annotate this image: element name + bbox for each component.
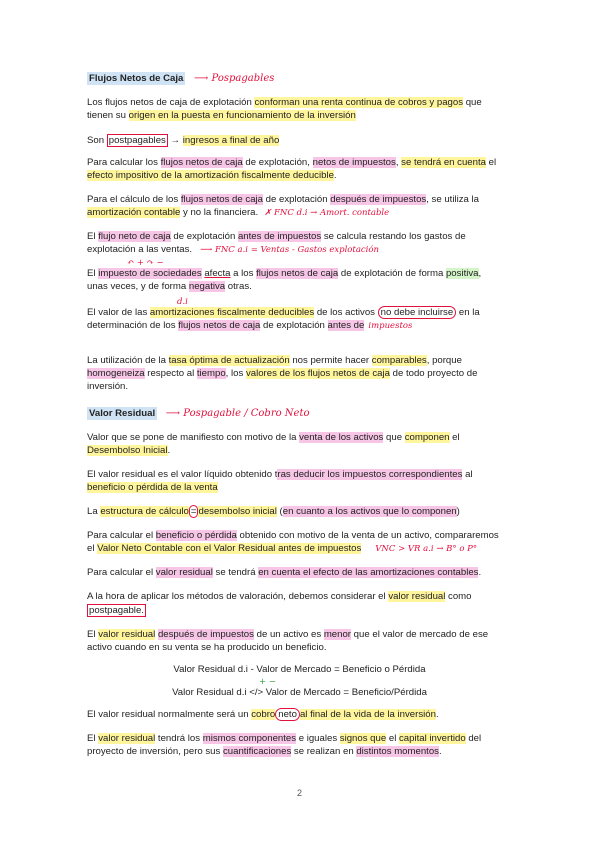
- highlight: ingresos a final de año: [182, 135, 280, 146]
- handwritten-note: VNC > VR a.i → B° o P°: [375, 544, 478, 554]
- paragraph-line: El valor residual después de impuestos de un activo es menor que el valor de mercado de ese: [87, 629, 489, 640]
- paragraph-line: Desembolso Inicial.: [87, 445, 171, 456]
- paragraph-line: El flujo neto de caja de explotación antes de impuestos se calcula restando los gastos de: [87, 231, 466, 242]
- paragraph-line: explotación a las ventas. ⟶ FNC a.i = Ventas - Gastos explotación: [87, 244, 379, 255]
- highlight: origen en la puesta en funcionamiento de la inversión: [128, 110, 356, 121]
- circled-term: neto: [275, 708, 300, 721]
- handwritten-marks: + −: [259, 677, 276, 687]
- paragraph-line: determinación de los flujos netos de caja de explotación antes de impuestos: [87, 320, 413, 331]
- handwritten-marks: ↶ + ↷ −: [127, 258, 164, 268]
- section-heading-flujos: [87, 72, 513, 85]
- paragraph-line: El impuesto de sociedades afecta a los flujos netos de caja de explotación de forma positiva,: [87, 268, 482, 279]
- paragraph-line: beneficio o pérdida de la venta: [87, 482, 218, 493]
- paragraph-line: La estructura de cálculo = desembolso inicial (en cuanto a los activos que lo componen): [87, 506, 460, 517]
- paragraph-line: Los flujos netos de caja de explotación conforman una renta continua de cobros y pagos que: [87, 97, 482, 108]
- paragraph-line: El valor residual tendrá los mismos componentes e iguales signos que el capital invertido del: [87, 733, 482, 744]
- section-heading-valor-residual: [87, 407, 513, 420]
- formula-2: Valor Residual d.i </> Valor de Mercado = Beneficio/Pérdida: [172, 687, 427, 698]
- paragraph-line: El valor residual es el valor líquido obtenido tras deducir los impuestos correspondientes al: [87, 469, 473, 480]
- handwritten-marks: d.i: [177, 297, 188, 307]
- paragraph-line: Para calcular los flujos netos de caja de explotación, netos de impuestos, se tendrá en cuenta el: [87, 157, 497, 168]
- page-number: 2: [296, 788, 302, 798]
- paragraph-line: Para el cálculo de los flujos netos de caja de explotación después de impuestos, se utiliza la: [87, 194, 479, 205]
- paragraph-line: Para calcular el valor residual se tendrá en cuenta el efecto de las amortizaciones contables.: [87, 567, 482, 578]
- paragraph-line: A la hora de aplicar los métodos de valoración, debemos considerar el valor residual como: [87, 591, 472, 602]
- paragraph-line: amortización contable y no la financiera. ✗ FNC d.i → Amort. contable: [87, 207, 390, 218]
- paragraph-line: Para calcular el beneficio o pérdida obtenido con motivo de la venta de un activo, compararemos: [87, 530, 499, 541]
- handwritten-note: impuestos: [368, 321, 413, 331]
- section-title: Flujos Netos de Caja: [89, 73, 184, 84]
- highlight: conforman una renta continua de cobros y pagos: [254, 97, 464, 108]
- circled-term: no debe incluirse: [378, 306, 457, 319]
- handwritten-note: ⟶ FNC a.i = Ventas - Gastos explotación: [200, 245, 379, 255]
- paragraph-line: La utilización de la tasa óptima de actualización nos permite hacer comparables, porque: [87, 355, 462, 366]
- formula-1: Valor Residual d.i - Valor de Mercado = Beneficio o Pérdida: [173, 664, 426, 675]
- paragraph-line: inversión.: [87, 381, 129, 392]
- handwritten-note: ✗ FNC d.i → Amort. contable: [264, 208, 390, 218]
- paragraph-line: activo cuando en su venta se ha producido un beneficio.: [87, 642, 327, 653]
- section-title: Valor Residual: [89, 408, 156, 419]
- paragraph-line: efecto impositivo de la amortización fiscalmente deducible.: [87, 170, 337, 181]
- paragraph-line: unas veces, y de forma negativa otras.: [87, 281, 252, 292]
- paragraph-line: proyecto de inversión, pero sus cuantificaciones se realizan en distintos momentos.: [87, 746, 442, 757]
- paragraph-line: el Valor Neto Contable con el Valor Residual antes de impuestos VNC > VR a.i → B° o P°: [87, 543, 478, 554]
- paragraph-line: El valor residual normalmente será un cobro neto al final de la vida de la inversión.: [87, 709, 439, 720]
- paragraph-line: homogeneiza respecto al tiempo, los valores de los flujos netos de caja de todo proyecto de: [87, 368, 478, 379]
- handwritten-note: ⟶ Pospagable / Cobro Neto: [165, 408, 310, 419]
- paragraph-line: El valor de las amortizaciones fiscalmente deducibles de los activos no debe incluirse en la: [87, 307, 480, 318]
- handwritten-note: ⟶ Pospagables: [194, 73, 275, 84]
- boxed-term: postpagables: [108, 135, 166, 146]
- paragraph-line: Son postpagables → ingresos a final de año: [87, 135, 280, 146]
- paragraph-line: Valor que se pone de manifiesto con motivo de la venta de los activos que componen el: [87, 432, 460, 443]
- paragraph-line: [87, 604, 513, 617]
- boxed-term: postpagable.: [89, 605, 144, 616]
- paragraph-line: tienen su origen en la puesta en funcionamiento de la inversión: [87, 110, 356, 121]
